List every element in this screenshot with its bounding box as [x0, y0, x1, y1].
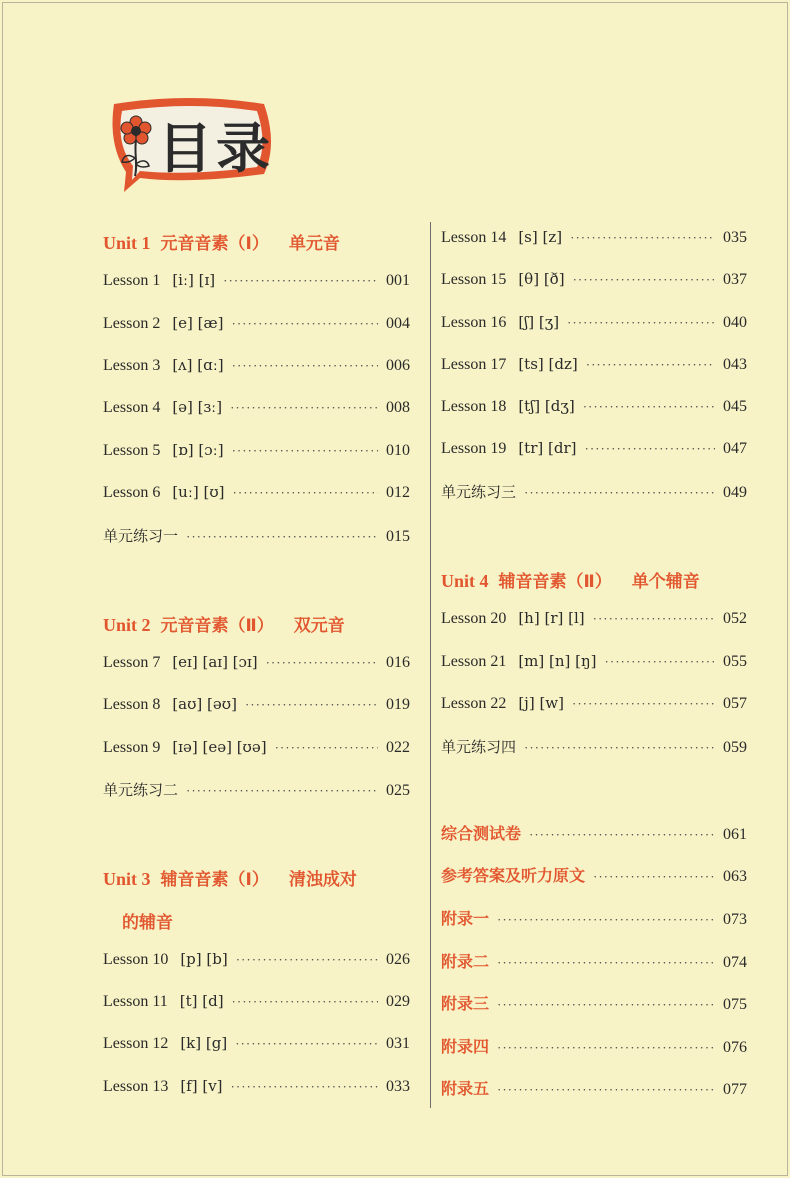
toc-entry[interactable]	[441, 652, 747, 671]
toc-entry[interactable]	[103, 1077, 410, 1096]
entry-page: 025	[386, 782, 410, 799]
toc-entry[interactable]	[103, 950, 410, 969]
entry-phonetics: [t] [d]	[179, 992, 224, 1010]
toc-entry[interactable]	[441, 736, 747, 757]
toc-entry[interactable]	[441, 694, 747, 713]
unit-subtitle: 清浊成对	[288, 870, 357, 890]
entry-page: 006	[386, 357, 410, 374]
toc-entry[interactable]	[441, 949, 747, 972]
entry-phonetics: [p] [b]	[180, 950, 228, 968]
toc-entry[interactable]	[441, 270, 747, 289]
dot-leader	[236, 952, 378, 968]
entry-label: Lesson 11	[103, 993, 168, 1010]
entry-page: 033	[386, 1078, 410, 1095]
entry-label: Lesson 22	[441, 695, 507, 712]
toc-entry[interactable]	[103, 525, 410, 546]
entry-label: Lesson 17	[441, 356, 507, 373]
entry-page: 063	[723, 868, 747, 885]
toc-entry[interactable]	[441, 1034, 747, 1057]
dot-leader	[186, 783, 378, 799]
entry-label: 附录五	[441, 1079, 490, 1098]
dot-leader	[570, 230, 715, 246]
dot-leader	[583, 399, 715, 415]
entry-label: Lesson 2	[103, 315, 161, 332]
entry-phonetics: [eɪ] [aɪ] [ɔɪ]	[172, 653, 258, 671]
dot-leader	[266, 655, 378, 671]
dot-leader	[567, 315, 715, 331]
toc-entry[interactable]	[103, 1034, 410, 1053]
entry-label: Lesson 9	[103, 739, 161, 756]
entry-label: 综合测试卷	[441, 824, 522, 843]
entry-page: 037	[723, 271, 747, 288]
unit-heading	[441, 567, 700, 592]
entry-label: Lesson 5	[103, 442, 161, 459]
entry-page: 015	[386, 528, 410, 545]
entry-label: Lesson 7	[103, 654, 161, 671]
entry-page: 016	[386, 654, 410, 671]
unit-number: Unit 3	[103, 869, 151, 889]
entry-label: 附录二	[441, 952, 490, 971]
entry-phonetics: [f] [v]	[180, 1077, 223, 1095]
dot-leader	[232, 994, 378, 1010]
entry-page: 047	[723, 440, 747, 457]
toc-entry[interactable]	[441, 821, 747, 844]
entry-label: Lesson 4	[103, 399, 161, 416]
entry-phonetics: [ɪə] [eə] [ʊə]	[172, 738, 267, 756]
toc-entry[interactable]	[441, 609, 747, 628]
entry-label: Lesson 20	[441, 610, 507, 627]
toc-entry[interactable]	[103, 483, 410, 502]
entry-label: Lesson 6	[103, 484, 161, 501]
entry-phonetics: [tr] [dr]	[518, 439, 577, 457]
entry-label: 附录三	[441, 994, 490, 1013]
toc-entry[interactable]	[441, 439, 747, 458]
entry-phonetics: [tʃ] [dʒ]	[518, 397, 575, 415]
entry-label: 单元练习四	[441, 738, 517, 756]
entry-label: Lesson 10	[103, 951, 169, 968]
entry-label: Lesson 8	[103, 696, 161, 713]
unit-title: 元音音素（Ⅰ）	[160, 234, 269, 254]
entry-page: 057	[723, 695, 747, 712]
entry-label: Lesson 14	[441, 229, 507, 246]
dot-leader	[593, 869, 715, 885]
unit-subtitle: 单元音	[288, 234, 340, 254]
unit-subtitle: 双元音	[293, 616, 345, 636]
entry-phonetics: [m] [n] [ŋ]	[518, 652, 597, 670]
toc-entry[interactable]	[441, 906, 747, 929]
toc-entry[interactable]	[103, 314, 410, 333]
entry-page: 059	[723, 739, 747, 756]
entry-phonetics: [ə] [ɜː]	[172, 398, 223, 416]
entry-phonetics: [e] [æ]	[172, 314, 224, 332]
entry-page: 040	[723, 314, 747, 331]
entry-label: Lesson 1	[103, 272, 161, 289]
entry-phonetics: [θ] [ð]	[518, 270, 565, 288]
entry-page: 074	[723, 954, 747, 971]
toc-entry[interactable]	[441, 481, 747, 502]
toc-entry[interactable]	[103, 779, 410, 800]
entry-phonetics: [ʃ] [ʒ]	[518, 313, 560, 331]
entry-phonetics: [k] [g]	[180, 1034, 228, 1052]
entry-phonetics: [s] [z]	[518, 228, 563, 246]
page-title: 目录	[158, 117, 274, 180]
entry-page: 031	[386, 1035, 410, 1052]
entry-page: 076	[723, 1039, 747, 1056]
entry-label: Lesson 12	[103, 1035, 169, 1052]
entry-label: 参考答案及听力原文	[441, 866, 586, 885]
dot-leader	[497, 1082, 715, 1098]
dot-leader	[232, 358, 378, 374]
toc-entry[interactable]	[441, 313, 747, 332]
entry-page: 010	[386, 442, 410, 459]
dot-leader	[497, 912, 715, 928]
unit-title: 辅音音素（Ⅰ）	[160, 870, 269, 890]
flower-icon	[118, 114, 154, 178]
entry-page: 019	[386, 696, 410, 713]
dot-leader	[231, 1079, 378, 1095]
entry-phonetics: [aʊ] [əʊ]	[172, 695, 237, 713]
toc-entry[interactable]	[441, 991, 747, 1014]
toc-entry[interactable]	[441, 397, 747, 416]
toc-entry[interactable]	[103, 356, 410, 375]
dot-leader	[235, 1036, 378, 1052]
toc-entry[interactable]	[441, 228, 747, 247]
toc-entry[interactable]	[441, 1076, 747, 1099]
entry-page: 004	[386, 315, 410, 332]
entry-label: 单元练习三	[441, 483, 517, 501]
entry-label: Lesson 3	[103, 357, 161, 374]
entry-page: 077	[723, 1081, 747, 1098]
toc-entry[interactable]	[103, 441, 410, 460]
entry-page: 052	[723, 610, 747, 627]
dot-leader	[524, 740, 715, 756]
entry-label: Lesson 18	[441, 398, 507, 415]
dot-leader	[573, 272, 715, 288]
toc-entry[interactable]	[103, 738, 410, 757]
entry-page: 055	[723, 653, 747, 670]
entry-phonetics: [ʌ] [ɑː]	[172, 356, 224, 374]
dot-leader	[524, 485, 715, 501]
entry-page: 029	[386, 993, 410, 1010]
dot-leader	[605, 654, 715, 670]
entry-phonetics: [h] [r] [l]	[518, 609, 585, 627]
toc-entry[interactable]	[103, 695, 410, 714]
entry-phonetics: [ts] [dz]	[518, 355, 578, 373]
entry-page: 061	[723, 826, 747, 843]
unit-title: 元音音素（Ⅱ）	[160, 616, 274, 636]
dot-leader	[593, 611, 715, 627]
dot-leader	[230, 400, 378, 416]
entry-label: Lesson 19	[441, 440, 507, 457]
entry-phonetics: [ɒ] [ɔː]	[172, 441, 224, 459]
entry-page: 049	[723, 484, 747, 501]
toc-entry[interactable]	[103, 398, 410, 417]
dot-leader	[586, 357, 715, 373]
dot-leader	[584, 441, 715, 457]
dot-leader	[233, 485, 378, 501]
entry-page: 073	[723, 911, 747, 928]
unit-number: Unit 2	[103, 615, 151, 635]
entry-page: 075	[723, 996, 747, 1013]
dot-leader	[497, 955, 715, 971]
entry-phonetics: [uː] [ʊ]	[172, 483, 225, 501]
entry-label: 单元练习二	[103, 781, 179, 799]
toc-entry[interactable]	[441, 355, 747, 374]
dot-leader	[232, 443, 378, 459]
toc-entry[interactable]	[103, 992, 410, 1011]
entry-label: Lesson 15	[441, 271, 507, 288]
entry-phonetics: [iː] [ɪ]	[172, 271, 216, 289]
dot-leader	[497, 1040, 715, 1056]
entry-page: 012	[386, 484, 410, 501]
entry-page: 035	[723, 229, 747, 246]
dot-leader	[223, 273, 378, 289]
unit-heading	[103, 229, 340, 254]
entry-label: Lesson 13	[103, 1078, 169, 1095]
entry-label: 附录四	[441, 1037, 490, 1056]
entry-page: 001	[386, 272, 410, 289]
unit-subtitle: 单个辅音	[631, 572, 700, 592]
entry-label: 单元练习一	[103, 527, 179, 545]
entry-phonetics: [j] [w]	[518, 694, 564, 712]
entry-label: 附录一	[441, 909, 490, 928]
unit-subtitle-continued: 的辅音	[122, 913, 173, 933]
entry-label: Lesson 21	[441, 653, 507, 670]
unit-heading	[103, 865, 357, 890]
dot-leader	[497, 997, 715, 1013]
toc-entry[interactable]	[103, 653, 410, 672]
dot-leader	[529, 827, 715, 843]
unit-heading	[103, 611, 345, 636]
column-divider	[430, 222, 431, 1108]
dot-leader	[245, 697, 378, 713]
unit-number: Unit 4	[441, 571, 489, 591]
entry-page: 045	[723, 398, 747, 415]
entry-page: 026	[386, 951, 410, 968]
entry-page: 008	[386, 399, 410, 416]
entry-page: 043	[723, 356, 747, 373]
toc-entry[interactable]	[103, 271, 410, 290]
toc-entry[interactable]	[441, 863, 747, 886]
dot-leader	[275, 740, 378, 756]
entry-label: Lesson 16	[441, 314, 507, 331]
dot-leader	[186, 529, 378, 545]
unit-number: Unit 1	[103, 233, 151, 253]
dot-leader	[231, 316, 378, 332]
entry-page: 022	[386, 739, 410, 756]
dot-leader	[572, 696, 715, 712]
unit-title: 辅音音素（Ⅱ）	[498, 572, 612, 592]
